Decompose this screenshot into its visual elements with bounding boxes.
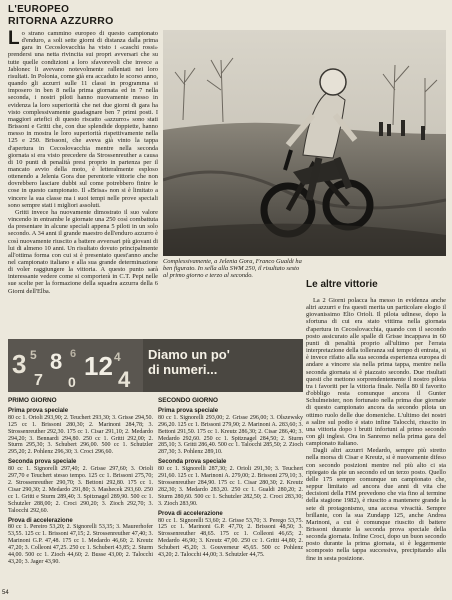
stats-banner [8,339,303,392]
svg-text:8: 8 [50,349,63,374]
stats-test-heading: Seconda prova speciale [8,459,77,466]
stats-test-heading: Prova di accelerazione [158,510,223,517]
stats-results-text: 80 cc 1. Orioli 293,90; 2. Teuchert 293,30; 3. Grisse 294,50. 125 cc 1. Brissoni 280,30; 2. Marinoni 284,78; 3. Strossenreuther 292,30. 175 cc 1. Cisar 291,10; 2. Medardo 294,20; 3. Bennardi 294,80. 250 cc 1. Gritti 292,00; 2. Sturm 295,30; 3. Schubert 296,00. 500 cc 1. Schutzler 295,20; 2. Pohlenz 296,30; 3. Croci 296,60. [8,414,153,456]
col3-paragraph-1: La 2 Giorni polacca ha messo in evidenza anche altri azzurri e fra questi merita un particolare elogio il giovanissimo Elio Orioli. Il pilota udinese, dopo la sfortuna di cui era stato vittima nella giornata d'apertura in Cecoslovacchia, quando con il secondo posto assicurato alle spalle di Grisse incappava in 60 punti di penalità proprio all'ultimo per l'errata interpretazione della tolleranza sul tempo di entrata, si è invece rifatto alla sua seconda esperienza europea di andare a vincere sia nella prima tappa, mentre nella seconda giornata si è piazzato secondo. Due risultati questi che mettono sorprendentemente il nostro pilota tra i favoriti per la vittoria finale. Nella 80 il favorito d'obbligo resta comunque ancora il Gunter Schulmeister, non fortunato nella prima due giornate di questo campionato ancora da secondo pilota un ottimo ruolo delle due domeniche. L'ultimo dei nostri a salire sul podio è stato infine Talocchi, riuscito in una vittoria dopo i brutti infortuni al primo secondo con gli inglesi. Ora in Sanremo nella prima gara del campionato italiano. [306,297,446,448]
stats-test-heading: Prima prova speciale [8,407,69,414]
article-title: RITORNA AZZURRO [8,15,114,27]
stats-results-text: 80 cc 1. Signorelli 287,30; 2. Orioli 291,30; 3. Teuchert 291,60. 125 cc 1. Marinoni A. 279,00; 2. Brissoni 279,10; 3. Strossenreuther 284,90. 175 cc 1. Cisar 280,30; 2. Kreutz 282,30; 3. Medardo 283,20. 250 cc 1. Gualdi 280,20; 2. Sturm 280,60. 500 cc 1. Schutzler 282,50; 2. Croci 283,30; 3. Zioch 283,90. [158,466,303,507]
svg-text:6: 6 [70,348,77,360]
svg-text:7: 7 [34,372,43,389]
stats-test-heading: Seconda prova speciale [158,459,227,466]
stats-results-text: 80 cc 1. Signorelli 53,60; 2. Grisse 53,70; 3. Perego 53,75. 125 cc 1. Marinoni G.P. 47,70; 2. Brissoni 48,50; 3. Strossenreuther 48,65. 175 cc 1. Colleoni 46,65; 2. Medardo 46,90; 3. Kreutz 47,00. 250 cc 1. Gritti 44,80; 2. Schubert 45,20; 3. Gouverneur 45,65. 500 cc Pohlenz 43,20; 2. Talocchi 44,00; 3. Schutzler 44,75. [158,517,303,559]
stats-day-heading: SECONDO GIORNO [158,397,219,404]
photo-caption: Complessivamente, a Jelenia Gora, Franco Gualdi ha ben figurato. In sella alla SWM 250, il risultato sesto al primo giorno e terzo al secondo. [163,258,302,280]
article-column-1 [8,30,158,336]
col3-paragraph-2: Dagli altri azzurri Medardo, sempre più stretto nella morsa di Cisar e Kreutz, si è nuovamente difeso con secondo posizioni mentre nel più alto ci sta ripiegato da pie un secondo ed un terzo posto. Quello delle 175 sempre comunque un campionato che, seppur limitato ad ancora due anni di vita che decisioni della FIM prevedono che via fino al termine della stagione 1982), è riuscito a mantenere grande la sete di protagonismo, una accesa vivacità. Sempre brillante, con la sua Zundapp 125, anche Andrea Marinoni, a cui è comunque riuscito di battere Brissoni durante la seconda prova speciale della seconda giornata. Infine Croci, dopo un buon secondo posto durante la prima giornata, si è leggermente scomposto nella tappa successiva, precipitando alla fine in sesta posizione. [306,447,446,562]
stats-column-right [158,396,303,596]
drop-cap: L [8,30,20,49]
subheading: Le altre vittorie [306,279,378,290]
numbers-graphic [8,339,143,392]
stats-results-text: 80 cc 1. Signorelli 293,00; 2. Grisse 296,00; 3. Olszewsky 296,20. 125 cc 1. Brissoni 279,90; 2. Marinoni A. 283,60; 3. Bettoni 291,50. 175 cc 1. Kreutz 286,30; 2. Cisar 286,40; 3. Medardo 292,60. 250 cc 1. Spitznagel 284,50; 2. Sturm 285,10; 3. Gritti 286,40. 500 cc 1. Talocchi 285,50; 2. Zioch 287,30; 3. Pohlenz 289,10. [158,414,303,456]
article-column-3 [306,297,446,595]
stats-results-text: 80 cc 1. Signorelli 297,40; 2. Grisse 297,60; 3. Orioli 297,70 e Teuchert stesso tempo. 125 cc 1. Brissoni 275,70; 2. Strossenreuther 290,70; 3. Bettoni 292,80. 175 cc 1. Cisar 290,30; 2. Medardo 291,80; 3. Mashecek 293,60. 250 cc 1. Gritti e Sturm 289,40; 3. Spitznagel 289,90. 500 cc 1. Schutzler 288,00; 2. Croci 290,20; 3. Zioch 292,70; 3. Talocchi 292,60. [8,466,153,514]
stats-column-left [8,396,153,596]
svg-text:4: 4 [114,350,121,364]
banner-title-line-2: di numeri... [148,362,218,377]
stats-results-text: 80 cc 1. Pereiro 53,20; 2. Signorelli 53,35; 3. Maurerhofer 53,55. 125 cc 1. Brissoni 47,15; 2. Strossenreuther 47,40; 3. Marinoni G.P. 47,48. 175 cc 1. Medardo 46,60; 2. Kreutz 47,20; 3. Colleoni 47,25. 250 cc 1. Schubert 43,85; 2. Sturm 44,00. 500 cc 1. Zioch 44,60; 2. Busse 43,00; 2. Talocchi 43,20; 3. Jager 43,90. [8,524,153,565]
section-kicker: L'EUROPEO [8,4,70,15]
col1-paragraph-2: Gritti invece ha nuovamente dimostrato il suo valore vincendo in entrambe le giornate una 250 così combattuta da presentare in alcune speciali appena 5 piloti in un solo secondo. A 34 anni il grande maestro dell'enduro azzurro è così nuovamente riuscito a battere avversari più giovani di lui di almeno 10 anni. Un risultato dovuto principalmente all'ottima forma con cui si è presentato quest'anno anche nel campionato italiano e alla sua grande determinazione di voler raggiungere la vittoria. A questo punto sarà interessante vedere come si comporterà in C.T. Pepi nelle sue scelte per la formazione della squadra azzurra della 6 Giorni dell'Elba. [8,208,158,295]
banner-title [148,347,230,377]
stats-day-heading: PRIMO GIORNO [8,397,57,404]
page-number: 54 [2,590,9,596]
svg-text:5: 5 [30,348,37,362]
svg-text:12: 12 [84,351,113,381]
svg-text:3: 3 [12,349,27,379]
svg-text:4: 4 [118,367,131,392]
photo-illustration [163,30,446,256]
col1-paragraph-1: o strano cammino europeo di questo campionato d'enduro, a soli sette giorni di distanza dalla prima gara in Cecoslovacchia ha visto i «caschi rossi» prendersi una netta rivincita sui propri avversari che su tutte quelle condizioni a loro sfavorevoli che invece a Jablonec li avevano notevolmente rallentati nei loro risultati. In Polonia, come già era accaduto le scorso anno, quando gli azzurri sulle 11 classi in programma si imposero in ben 8 nella prima giornata ed in 7 nella seconda, i nostri piloti hanno nuovamente messo in evidenza la loro superiorità che nei due giorni di gara ha visto complessivamente guadagnare ben 7 primi posti. I maggiori artefici di questo riscatto «azzurro» sono stati Brissoni e Gritti che, con due splendide doppiette, hanno messo in mostra le loro superiorità rispettivamente nella 125 e 250. Brissoni, che aveva già vinto la tappa d'apertura in Cecoslovacchia mentre nella seconda giornata si era visto precedere da Strossenreuther a causa di 10 punti di penalità presi proprio in partenza per il mancato avvio della moto, è letteralmente esploso ottenendo a Jelenia Gora due perentorie vittorie che non dovrebbero lasciare dubbi sul come potrebbero finire le cose in questo campionato. Il «Brisa» non si è limitato a vincere la sua classe ma i suoi tempi nelle prove speciali sono sempre stati i migliori assoluti. [8,30,158,209]
enduro-rider-photo [163,30,446,256]
svg-text:0: 0 [68,374,76,390]
banner-title-line-1: Diamo un po' [148,347,230,362]
stats-test-heading: Prova di accelerazione [8,517,73,524]
stats-test-heading: Prima prova speciale [158,407,219,414]
